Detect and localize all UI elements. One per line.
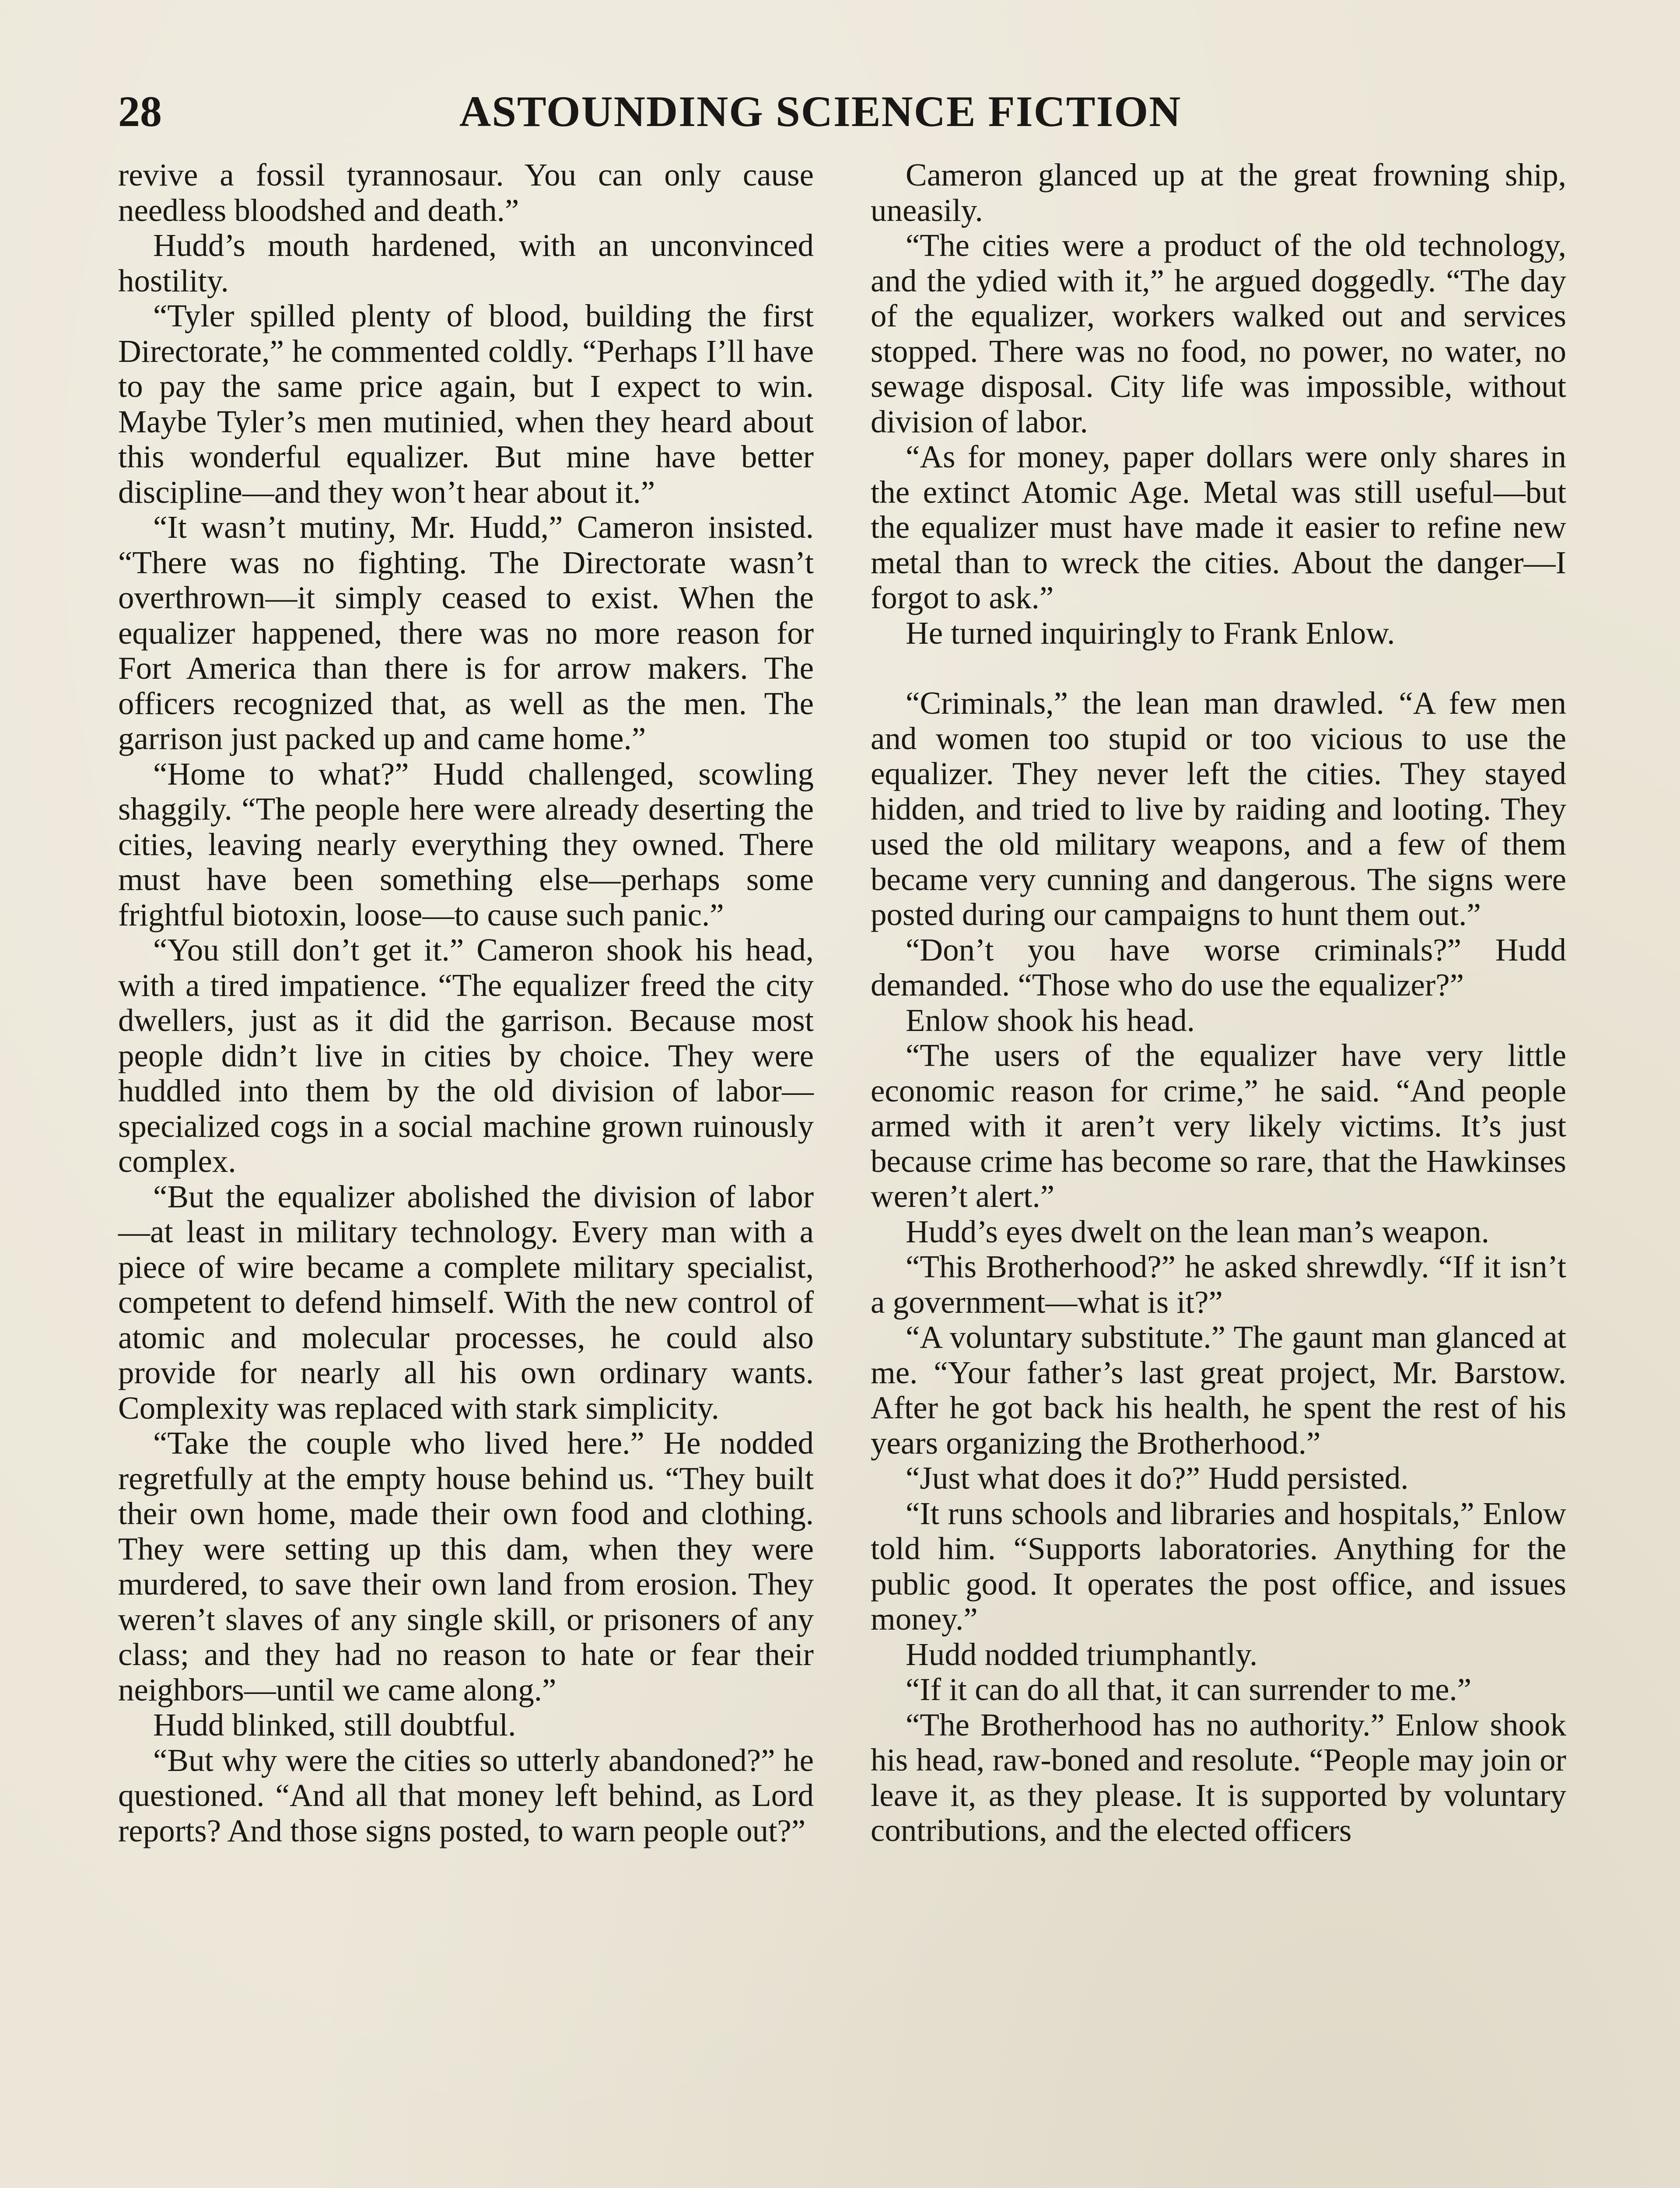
paragraph: “Tyler spilled plenty of blood, building the first Directorate,” he commented coldly. “Perhaps I’ll have to pay the same price again, but I expect to win. Maybe Tyler’s men mutinied, when they heard about this wonderful equalizer. But mine have better discipline—and they won’t hear about it.” <box>118 298 814 510</box>
page-number: 28 <box>118 87 162 136</box>
paragraph: revive a fossil tyrannosaur. You can only cause needless bloodshed and death.” <box>118 157 814 228</box>
page-header <box>118 83 1579 140</box>
paragraph: He turned inquiringly to Frank Enlow. <box>906 615 1395 651</box>
right-column <box>871 158 1566 1848</box>
running-title: ASTOUNDING SCIENCE FICTION <box>459 87 1182 136</box>
paragraph: “Home to what?” Hudd challenged, scowling shaggily. “The people here were already deserting the cities, leaving nearly everything they owned. There must have been something else—perhaps some frightful biotoxin, loose—to cause such panic.” <box>118 756 814 933</box>
paragraph: “The cities were a product of the old technology, and the ydied with it,” he argued doggedly. “The day of the equalizer, workers walked out and services stopped. There was no food, no power, no water, no sewage disposal. City life was impossible, without division of labor. <box>871 228 1566 439</box>
paragraph: “You still don’t get it.” Cameron shook his head, with a tired impatience. “The equalizer freed the city dwellers, just as it did the garrison. Because most people didn’t live in cities by choice. They were huddled into them by the old division of labor—specialized cogs in a social machine grown ruinously complex. <box>118 932 814 1179</box>
paragraph: Hudd nodded triumphantly. <box>906 1636 1258 1672</box>
paragraph: Hudd’s mouth hardened, with an unconvinced hostility. <box>118 228 814 298</box>
paragraph: “The users of the equalizer have very little economic reason for crime,” he said. “And people armed with it aren’t very likely victims. It’s just because crime has become so rare, that the Hawkinses weren’t alert.” <box>871 1038 1566 1214</box>
paragraph: Enlow shook his head. <box>906 1002 1195 1038</box>
paragraph: “Don’t you have worse criminals?” Hudd demanded. “Those who do use the equalizer?” <box>871 932 1566 1003</box>
paragraph: “Criminals,” the lean man drawled. “A few men and women too stupid or too vicious to use the equalizer. They never left the cities. They stayed hidden, and tried to live by raiding and looting. They used the old military weapons, and a few of them became very cunning and dangerous. The signs were posted during our campaigns to hunt them out.” <box>871 685 1566 932</box>
paragraph: “As for money, paper dollars were only shares in the extinct Atomic Age. Metal was still useful—but the equalizer must have made it easier to refine new metal than to wreck the cities. About the danger—I forgot to ask.” <box>871 439 1566 615</box>
paragraph: “The Brotherhood has no authority.” Enlow shook his head, raw-boned and resolute. “People may join or leave it, as they please. It is supported by voluntary contributions, and the elected officers <box>871 1707 1566 1848</box>
paragraph: “This Brotherhood?” he asked shrewdly. “If it isn’t a government—what is it?” <box>871 1249 1566 1320</box>
left-column <box>118 158 814 1848</box>
paragraph: “But why were the cities so utterly abandoned?” he questioned. “And all that money left behind, as Lord reports? And those signs posted, to warn people out?” <box>118 1742 814 1848</box>
paragraph: Hudd blinked, still doubtful. <box>153 1707 516 1743</box>
paragraph: “But the equalizer abolished the division of labor—at least in military technology. Every man with a piece of wire became a complete military specialist, competent to defend himself. With the new control of atomic and molecular processes, he could also provide for nearly all his own ordinary wants. Complexity was replaced with stark simplicity. <box>118 1178 814 1426</box>
paragraph: Cameron glanced up at the great frowning ship, uneasily. <box>871 157 1566 228</box>
paragraph: “Just what does it do?” Hudd persisted. <box>906 1460 1409 1496</box>
paragraph: “If it can do all that, it can surrender to me.” <box>906 1672 1472 1707</box>
paragraph: Hudd’s eyes dwelt on the lean man’s weapon. <box>906 1213 1489 1249</box>
paragraph: “Take the couple who lived here.” He nodded regretfully at the empty house behind us. “They built their own home, made their own food and clothing. They were setting up this dam, when they were murdered, to save their own land from erosion. They weren’t slaves of any single skill, or prisoners of any class; and they had no reason to hate or fear their neighbors—until we came along.” <box>118 1425 814 1708</box>
paragraph: “It runs schools and libraries and hospitals,” Enlow told him. “Supports laboratories. Anything for the public good. It operates the post office, and issues money.” <box>871 1495 1566 1637</box>
paragraph: “A voluntary substitute.” The gaunt man glanced at me. “Your father’s last great project, Mr. Barstow. After he got back his health, he spent the rest of his years organizing the Brotherhood.” <box>871 1319 1566 1461</box>
paragraph: “It wasn’t mutiny, Mr. Hudd,” Cameron insisted. “There was no fighting. The Directorate wasn’t overthrown—it simply ceased to exist. When the equalizer happened, there was no more reason for Fort America than there is for arrow makers. The officers recognized that, as well as the men. The garrison just packed up and came home.” <box>118 509 814 756</box>
